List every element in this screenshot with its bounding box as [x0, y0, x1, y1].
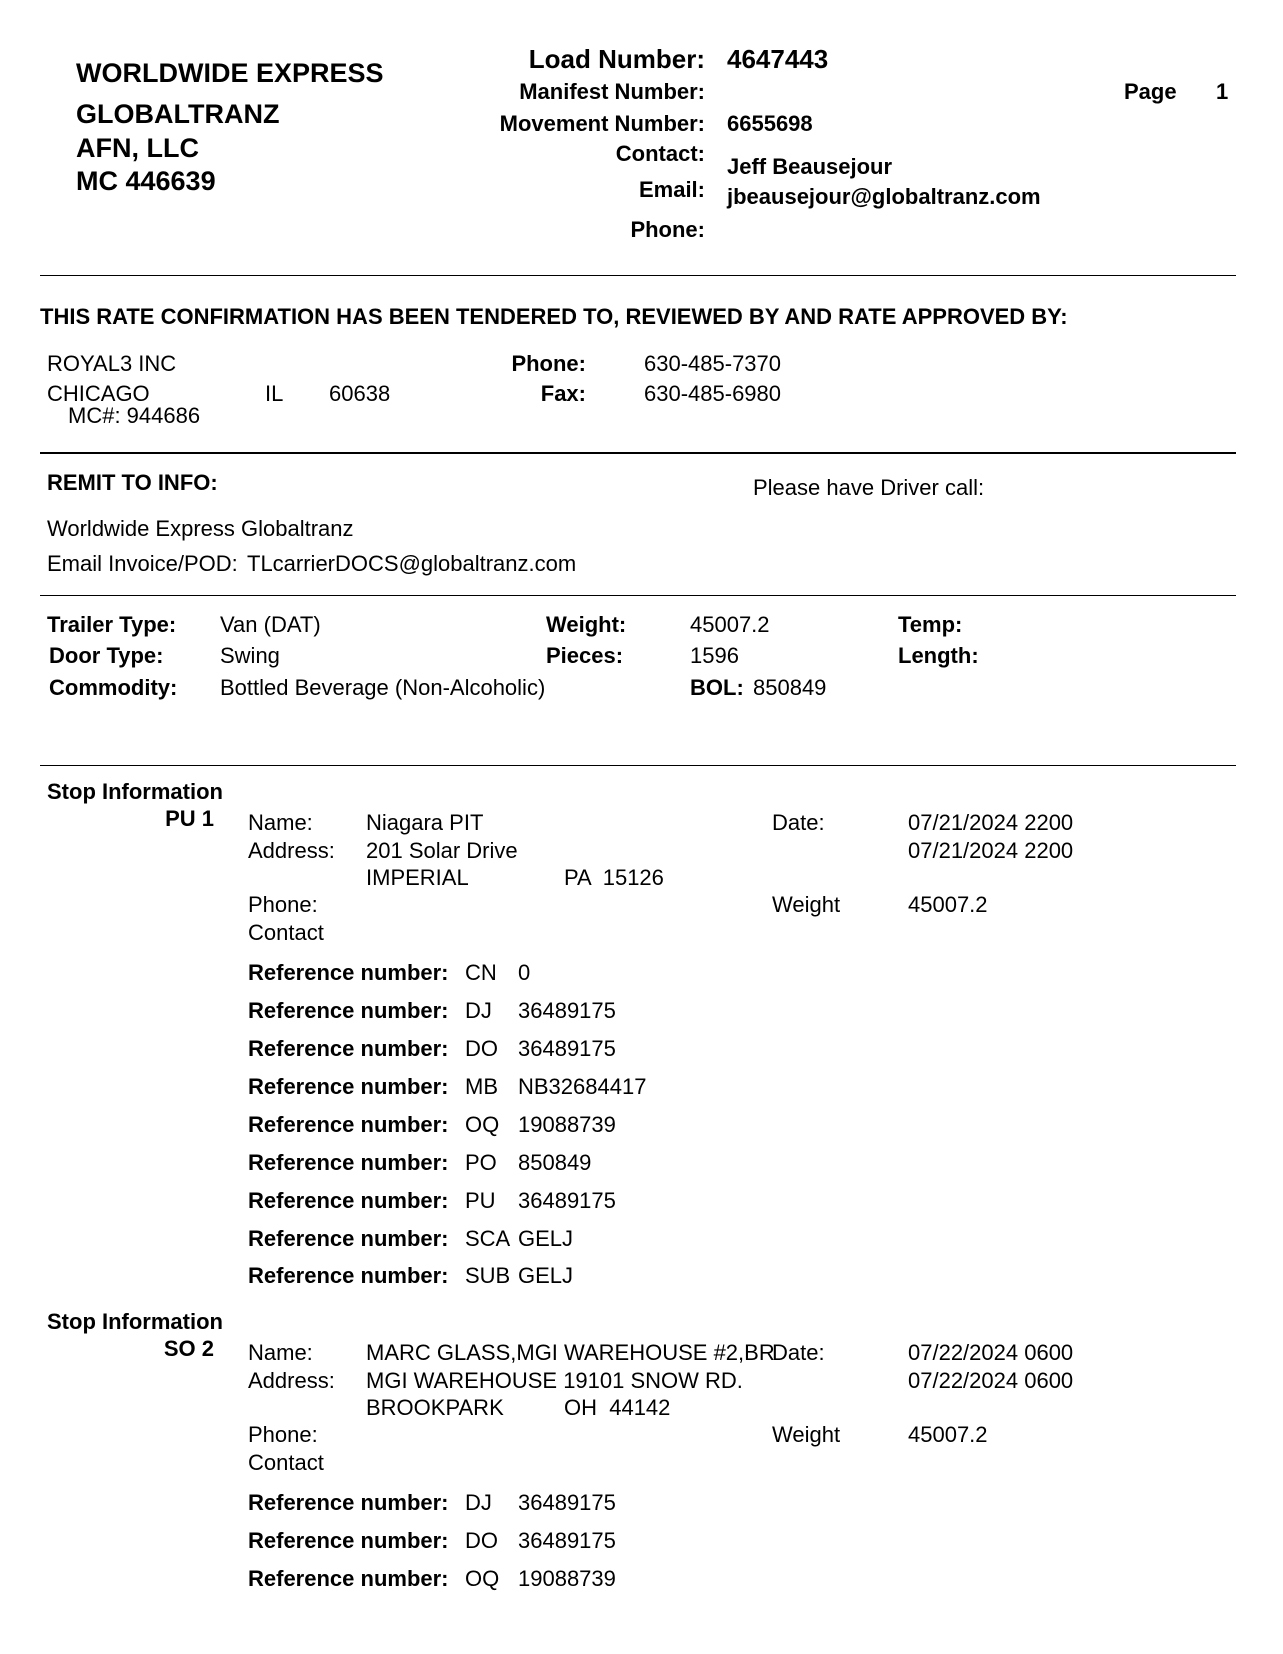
- length-label: Length:: [898, 643, 979, 668]
- company-legal-name: AFN, LLC: [76, 133, 199, 163]
- reference-value: 850849: [518, 1150, 592, 1175]
- driver-call-note: Please have Driver call:: [753, 475, 985, 500]
- contact-label: Contact:: [615, 141, 705, 166]
- load-number-label: Load Number:: [528, 44, 705, 74]
- stop-date-label: Date:: [772, 1340, 825, 1365]
- reference-code: DJ: [465, 998, 492, 1023]
- commodity-value: Bottled Beverage (Non-Alcoholic): [220, 675, 546, 700]
- reference-label: Reference number:: [248, 998, 449, 1023]
- stop-address-label: Address:: [248, 1368, 335, 1393]
- stop-date-start: 07/21/2024 2200: [908, 810, 1074, 835]
- carrier-fax-label: Fax:: [540, 381, 586, 406]
- contact-value: Jeff Beausejour: [727, 154, 893, 179]
- stop-date-label: Date:: [772, 810, 825, 835]
- carrier-name: ROYAL3 INC: [47, 351, 177, 376]
- stop-state-zip: OH 44142: [564, 1395, 671, 1420]
- stop-address: 201 Solar Drive: [366, 838, 518, 863]
- stop-phone-label: Phone:: [248, 892, 318, 917]
- stop-date-end: 07/22/2024 0600: [908, 1368, 1074, 1393]
- divider: [40, 765, 1236, 766]
- tender-heading: THIS RATE CONFIRMATION HAS BEEN TENDERED TO, REVIEWED BY AND RATE APPROVED BY:: [40, 304, 1068, 329]
- remit-name: Worldwide Express Globaltranz: [47, 516, 354, 541]
- reference-label: Reference number:: [248, 1036, 449, 1061]
- reference-code: OQ: [465, 1112, 500, 1137]
- stop-name-label: Name:: [248, 1340, 313, 1365]
- stop-name: MARC GLASS,MGI WAREHOUSE #2,BR: [366, 1340, 775, 1365]
- reference-label: Reference number:: [248, 1566, 449, 1591]
- carrier-phone: 630-485-7370: [644, 351, 782, 376]
- carrier-mc-number: MC#: 944686: [68, 403, 201, 428]
- door-type-label: Door Type:: [49, 643, 164, 668]
- stop-weight-label: Weight: [772, 892, 841, 917]
- reference-value: 36489175: [518, 1188, 616, 1213]
- reference-value: GELJ: [518, 1263, 574, 1288]
- movement-number-label: Movement Number:: [499, 111, 705, 136]
- divider: [40, 452, 1236, 454]
- stop-address: MGI WAREHOUSE 19101 SNOW RD.: [366, 1368, 743, 1393]
- reference-label: Reference number:: [248, 1188, 449, 1213]
- stop-contact-label: Contact: [248, 1450, 324, 1475]
- reference-code: SUB: [465, 1263, 511, 1288]
- stop-contact-label: Contact: [248, 920, 324, 945]
- email-label: Email:: [638, 177, 705, 202]
- stop-state-zip: PA 15126: [564, 865, 664, 890]
- bol-label: BOL:: [690, 675, 744, 700]
- stop-heading: Stop Information: [47, 1309, 223, 1334]
- reference-value: 19088739: [518, 1566, 616, 1591]
- stop-date-end: 07/21/2024 2200: [908, 838, 1074, 863]
- load-number-value: 4647443: [727, 44, 829, 74]
- phone-label: Phone:: [630, 217, 705, 242]
- weight-value: 45007.2: [690, 612, 770, 637]
- reference-value: 36489175: [518, 1528, 616, 1553]
- reference-label: Reference number:: [248, 1490, 449, 1515]
- bol-value: 850849: [753, 675, 827, 700]
- carrier-fax: 630-485-6980: [644, 381, 782, 406]
- divider: [40, 595, 1236, 596]
- pieces-value: 1596: [690, 643, 739, 668]
- reference-code: PU: [465, 1188, 496, 1213]
- stop-weight: 45007.2: [908, 1422, 988, 1447]
- manifest-number-label: Manifest Number:: [519, 79, 705, 104]
- company-name: WORLDWIDE EXPRESS: [76, 58, 384, 88]
- page-label: Page: [1124, 79, 1177, 104]
- stop-weight-label: Weight: [772, 1422, 841, 1447]
- door-type-value: Swing: [220, 643, 280, 668]
- stop-code: SO 2: [163, 1336, 214, 1361]
- reference-label: Reference number:: [248, 960, 449, 985]
- remit-email-label: Email Invoice/POD:: [47, 551, 238, 576]
- commodity-label: Commodity:: [49, 675, 178, 700]
- reference-code: DO: [465, 1528, 498, 1553]
- divider: [40, 275, 1236, 276]
- reference-label: Reference number:: [248, 1263, 449, 1288]
- trailer-type-label: Trailer Type:: [47, 612, 177, 637]
- reference-code: PO: [465, 1150, 497, 1175]
- reference-code: SCA: [465, 1226, 511, 1251]
- reference-code: OQ: [465, 1566, 500, 1591]
- reference-label: Reference number:: [248, 1074, 449, 1099]
- remit-email: TLcarrierDOCS@globaltranz.com: [247, 551, 577, 576]
- reference-label: Reference number:: [248, 1226, 449, 1251]
- carrier-phone-label: Phone:: [511, 351, 586, 376]
- stop-heading: Stop Information: [47, 779, 223, 804]
- reference-value: 36489175: [518, 1036, 616, 1061]
- reference-value: 19088739: [518, 1112, 616, 1137]
- trailer-type-value: Van (DAT): [220, 612, 321, 637]
- remit-heading: REMIT TO INFO:: [47, 470, 218, 495]
- reference-value: 36489175: [518, 998, 616, 1023]
- carrier-zip: 60638: [329, 381, 391, 406]
- company-mc-number: MC 446639: [76, 166, 216, 196]
- stop-code: PU 1: [165, 806, 214, 831]
- carrier-state: IL: [265, 381, 284, 406]
- stop-name-label: Name:: [248, 810, 313, 835]
- stop-name: Niagara PIT: [366, 810, 484, 835]
- stop-address-label: Address:: [248, 838, 335, 863]
- reference-code: CN: [465, 960, 497, 985]
- company-subname: GLOBALTRANZ: [76, 99, 280, 129]
- stop-date-start: 07/22/2024 0600: [908, 1340, 1074, 1365]
- reference-code: DO: [465, 1036, 498, 1061]
- reference-label: Reference number:: [248, 1150, 449, 1175]
- carrier-city: CHICAGO: [47, 381, 150, 406]
- movement-number-value: 6655698: [727, 111, 813, 136]
- reference-value: GELJ: [518, 1226, 574, 1251]
- stop-weight: 45007.2: [908, 892, 988, 917]
- reference-value: NB32684417: [518, 1074, 647, 1099]
- reference-value: 36489175: [518, 1490, 616, 1515]
- reference-code: MB: [465, 1074, 498, 1099]
- reference-label: Reference number:: [248, 1528, 449, 1553]
- reference-code: DJ: [465, 1490, 492, 1515]
- page-number: 1: [1216, 79, 1229, 104]
- stop-city: IMPERIAL: [366, 865, 469, 890]
- email-value: jbeausejour@globaltranz.com: [727, 184, 1041, 209]
- weight-label: Weight:: [546, 612, 627, 637]
- reference-value: 0: [518, 960, 531, 985]
- stop-city: BROOKPARK: [366, 1395, 504, 1420]
- pieces-label: Pieces:: [546, 643, 624, 668]
- temp-label: Temp:: [898, 612, 963, 637]
- stop-phone-label: Phone:: [248, 1422, 318, 1447]
- reference-label: Reference number:: [248, 1112, 449, 1137]
